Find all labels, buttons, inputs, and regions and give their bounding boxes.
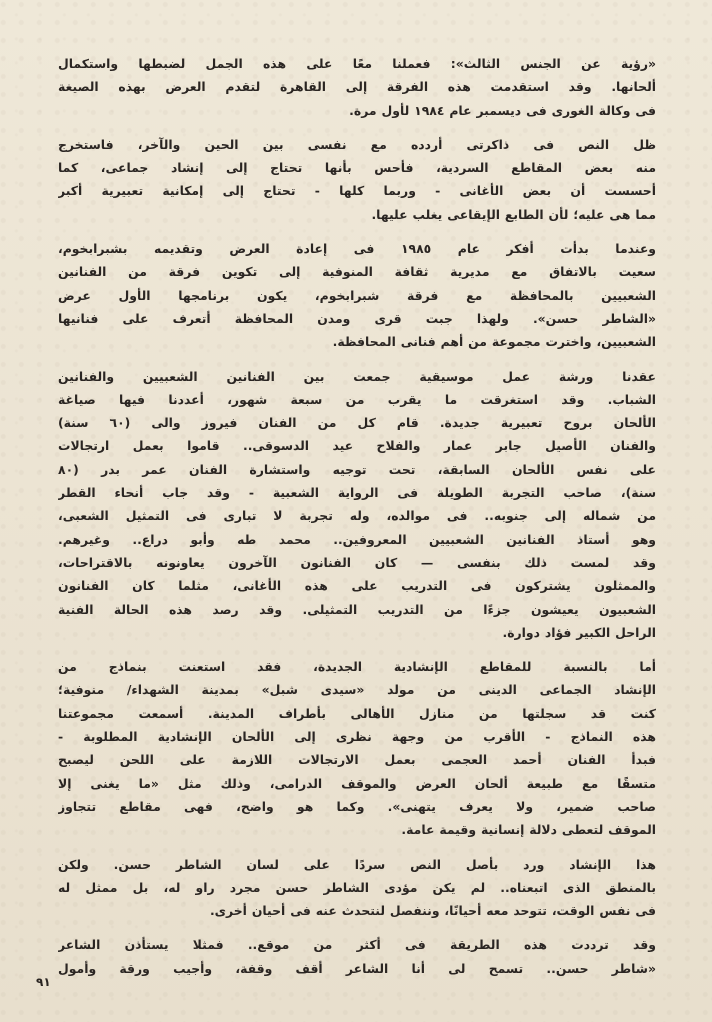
text-line: أحسست أن بعض الأغانى - وربما كلها - تحتاج إلى إمكانية تعبيرية أكبر: [58, 183, 656, 199]
text-line: كنت قد سجلتها من منازل الأهالى بأطراف المدينة. أسمعت مجموعتنا: [58, 705, 656, 721]
paragraph-6: [58, 853, 656, 923]
paragraph-3: [58, 237, 656, 353]
text-line: والفنان الأصيل جابر عمار والفلاح عيد الدسوقى.. قاموا بعمل ارتجالات: [58, 438, 656, 454]
text-line: الشعبيين بالمحافظة مع فرقة شبرابخوم، يكون برنامجها الأول عرض: [58, 287, 656, 303]
text-line: ألحانها. وقد استقدمت هذه الفرقة إلى القاهرة لتقدم العرض بهذه الصيغة: [58, 79, 656, 95]
text-line: «رؤية عن الجنس الثالث»: فعملنا معًا على هذه الجمل لضبطها واستكمال: [58, 56, 656, 71]
text-line: فى وكالة الغورى فى ديسمبر عام ١٩٨٤ لأول مرة.: [349, 102, 656, 118]
text-line: فبدأ الفنان أحمد العجمى بعمل الارتجالات اللازمة على اللحن ليصبح: [58, 752, 656, 768]
text-line: هذا الإنشاد ورد بأصل النص سردًا على لسان الشاطر حسن. ولكن: [58, 856, 656, 872]
text-line: صاحب ضمير، ولا يعرف يتهنى». وكما هو واضح، فهى مقاطع تتجاوز: [58, 798, 656, 814]
page-number: ٩١: [36, 975, 51, 989]
text-line: وهو أستاذ الفنانين الشعبيين المعروفين.. محمد طه وأبو دراع.. وغيرهم.: [58, 531, 656, 547]
text-line: وقد لمست ذلك بنفسى — كان الفنانون الآخرون يعاونونه بالاقتراحات،: [58, 554, 656, 570]
text-line: فى نفس الوقت، تتوحد معه أحيانًا، وننفصل لنتحدث عنه فى أحيان أخرى.: [209, 903, 656, 919]
paragraph-1: [58, 52, 656, 122]
text-line: وقد ترددت هذه الطريقة فى أكثر من موقع.. فمثلا يستأذن الشاعر: [58, 937, 656, 953]
text-line: وعندما بدأت أفكر عام ١٩٨٥ فى إعادة العرض وتقديمه بشبرابخوم،: [58, 241, 656, 257]
paragraph-5: [58, 655, 656, 841]
text-line: ظل النص فى ذاكرتى أردده مع نفسى بين الحين والآخر، فاستخرج: [58, 136, 656, 152]
text-line: «شاطر حسن.. تسمح لى أنا الشاعر أقف وقفة، وأجيب ورقة وأمول: [58, 960, 656, 976]
text-line: مما هى عليه؛ لأن الطابع الإيقاعى يغلب عليها.: [371, 206, 656, 222]
paragraph-4: [58, 365, 656, 645]
text-line: سنة)، صاحب التجربة الطويلة فى الرواية الشعبية - وقد جاب أنحاء القطر: [58, 485, 656, 501]
text-line: من شماله إلى جنوبه.. فى موالده، وله تجربة لا تبارى فى التمثيل الشعبى،: [58, 508, 656, 524]
text-line: بالمنطق الذى اتبعناه.. لم يكن مؤدى الشاطر حسن مجرد راو له، بل ممثل له: [58, 879, 656, 895]
text-line: منه بعض المقاطع السردية، فأحس بأنها تحتاج إلى إنشاد جماعى، كما: [58, 160, 656, 176]
article-body: [58, 52, 656, 991]
text-line: سعيت بالاتفاق مع مديرية ثقافة المنوفية إلى تكوين فرقة من الفنانين: [58, 264, 656, 280]
paragraph-7: [58, 933, 656, 980]
text-line: متسقًا مع طبيعة ألحان العرض والموقف الدرامى، وذلك مثل «ما يغنى إلا: [58, 775, 656, 791]
text-line: الموقف لتعطى دلالة إنسانية وقيمة عامة.: [401, 822, 656, 838]
text-line: أما بالنسبة للمقاطع الإنشادية الجديدة، فقد استعنت بنماذج من: [58, 659, 656, 675]
text-line: «الشاطر حسن». ولهذا جبت قرى ومدن المحافظة أتعرف على فنانيها: [58, 310, 656, 326]
text-line: الشعبيين، واخترت مجموعة من أهم فنانى المحافظة.: [332, 334, 656, 350]
text-line: الراحل الكبير فؤاد دوارة.: [502, 624, 656, 640]
text-line: على نفس الألحان السابقة، تحت توجيه واستشارة الفنان عمر بدر (٨٠: [58, 461, 656, 477]
text-line: الإنشاد الجماعى الدينى من مولد «سيدى شبل» بمدينة الشهداء/ منوفية؛: [58, 682, 656, 698]
text-line: الألحان بروح تعبيرية جديدة. قام كل من الفنان فيروز والى (٦٠ سنة): [58, 415, 656, 431]
text-line: عقدنا ورشة عمل موسيقية جمعت بين الفنانين الشعبيين والفنانين: [58, 368, 656, 384]
text-line: والممثلون يشتركون فى التدريب على هذه الأغانى، مثلما كان الفنانون: [58, 578, 656, 594]
text-line: الشعبيون يعيشون جزءًا من التدريب التمثيلى. وقد رصد هذه الحالة الفنية: [58, 601, 656, 617]
text-line: هذه النماذج - الأقرب من وجهة نظرى إلى الألحان الإنشادية المطلوبة -: [58, 729, 656, 745]
text-line: الشباب. وقد استغرقت ما يقرب من سبعة شهور، أعددنا فيها صياغة: [58, 391, 656, 407]
paragraph-2: [58, 133, 656, 226]
